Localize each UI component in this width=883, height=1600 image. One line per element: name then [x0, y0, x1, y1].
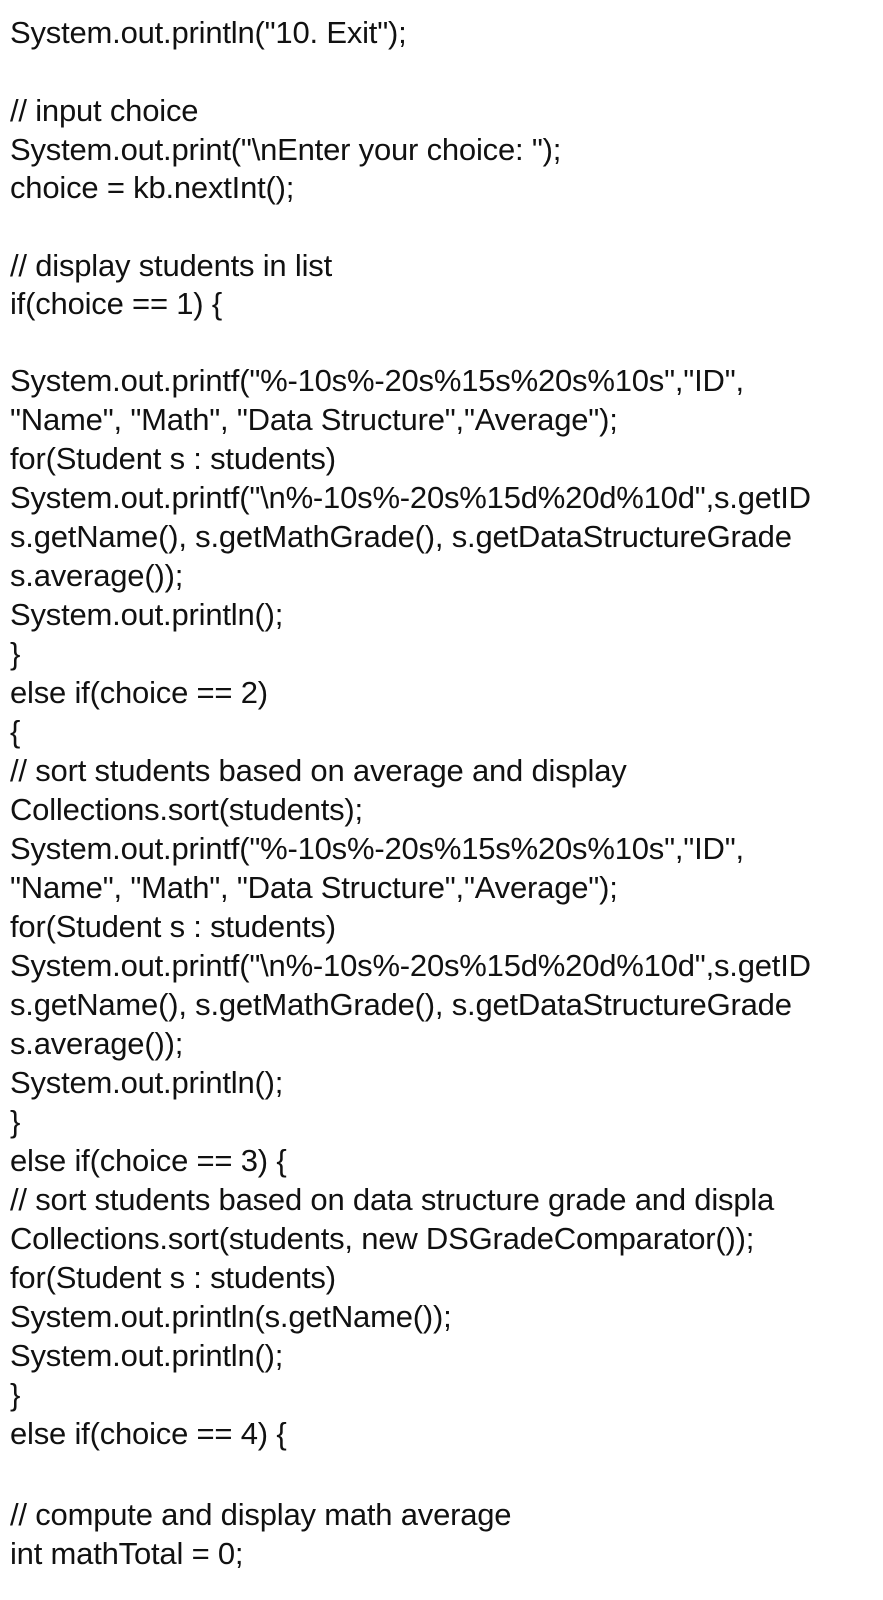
- code-line-7: // display students in list: [10, 248, 332, 283]
- code-line-17: }: [10, 636, 21, 671]
- code-line-26: s.getName(), s.getMathGrade(), s.getDataStructureGrade: [10, 987, 792, 1022]
- code-line-21: Collections.sort(students);: [10, 792, 363, 827]
- code-line-34: System.out.println(s.getName());: [10, 1299, 452, 1334]
- code-line-23: "Name", "Math", "Data Structure","Average");: [10, 870, 618, 905]
- code-line-31: // sort students based on data structure grade and displa: [10, 1182, 775, 1217]
- code-line-20: // sort students based on average and display: [10, 753, 627, 788]
- code-line-15: s.average());: [10, 558, 184, 593]
- code-line-29: }: [10, 1104, 21, 1139]
- code-line-13: System.out.printf("\n%-10s%-20s%15d%20d%10d",s.getID: [10, 480, 811, 515]
- code-line-32: Collections.sort(students, new DSGradeComparator());: [10, 1221, 755, 1256]
- code-line-25: System.out.printf("\n%-10s%-20s%15d%20d%10d",s.getID: [10, 948, 811, 983]
- code-line-28: System.out.println();: [10, 1065, 284, 1100]
- code-line-37: else if(choice == 4) {: [10, 1416, 287, 1451]
- code-line-14: s.getName(), s.getMathGrade(), s.getDataStructureGrade: [10, 519, 792, 554]
- code-line-3: // input choice: [10, 93, 199, 128]
- code-line-4: System.out.print("\nEnter your choice: ");: [10, 132, 562, 167]
- code-line-19: {: [10, 714, 21, 749]
- code-line-12: for(Student s : students): [10, 441, 336, 476]
- code-line-16: System.out.println();: [10, 597, 284, 632]
- code-line-35: System.out.println();: [10, 1338, 284, 1373]
- code-line-27: s.average());: [10, 1026, 184, 1061]
- code-line-18: else if(choice == 2): [10, 675, 268, 710]
- code-line-8: if(choice == 1) {: [10, 286, 222, 321]
- code-line-10: System.out.printf("%-10s%-20s%15s%20s%10s","ID",: [10, 363, 744, 398]
- code-line-1: System.out.println("10. Exit");: [10, 15, 407, 50]
- code-line-11: "Name", "Math", "Data Structure","Average");: [10, 402, 618, 437]
- code-line-33: for(Student s : students): [10, 1260, 336, 1295]
- code-line-39: // compute and display math average: [10, 1497, 512, 1532]
- code-line-24: for(Student s : students): [10, 909, 336, 944]
- code-line-40: int mathTotal = 0;: [10, 1536, 244, 1571]
- code-line-30: else if(choice == 3) {: [10, 1143, 287, 1178]
- code-line-22: System.out.printf("%-10s%-20s%15s%20s%10s","ID",: [10, 831, 744, 866]
- code-line-36: }: [10, 1377, 21, 1412]
- code-line-5: choice = kb.nextInt();: [10, 170, 295, 205]
